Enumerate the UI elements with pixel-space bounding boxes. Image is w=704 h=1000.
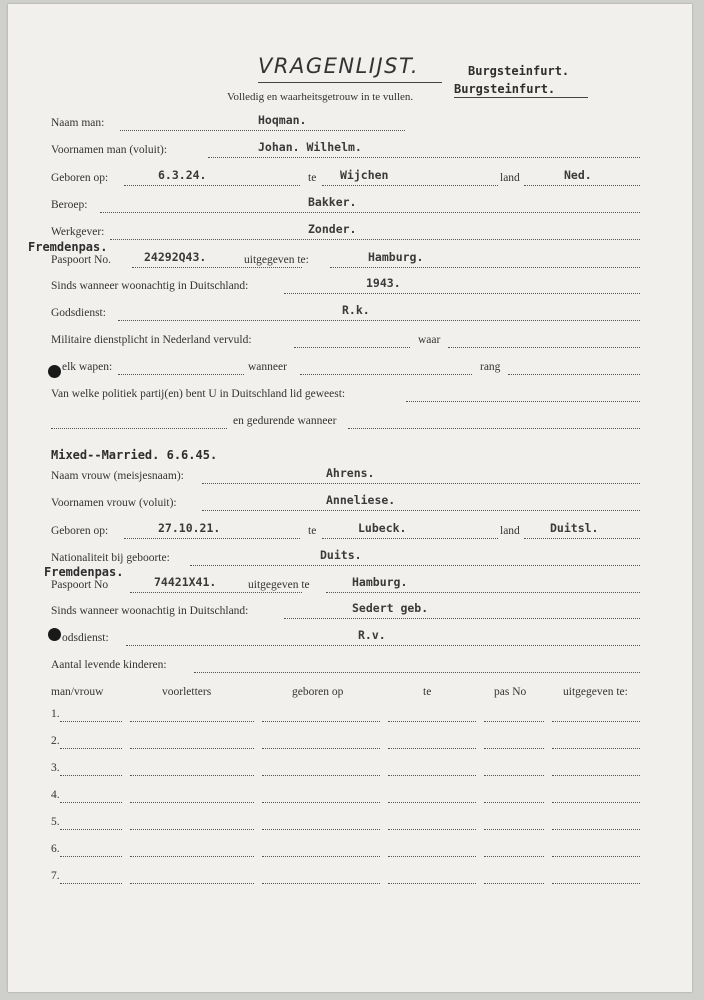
kind-row-number: 7. (51, 870, 60, 882)
kinderen-label: Aantal levende kinderen: (51, 659, 167, 671)
col-head-pas-no: pas No (494, 686, 527, 698)
naam-man-line (120, 130, 405, 131)
beroep-value: Bakker. (308, 195, 357, 209)
naam-man-label: Naam man: (51, 117, 105, 129)
rang-line (508, 374, 640, 375)
sinds-man-value: 1943. (366, 276, 401, 290)
werkgever-label: Werkgever: (51, 226, 105, 238)
land-man-label: land (500, 172, 520, 184)
col-head-uitgegeven-te: uitgegeven te: (563, 686, 628, 698)
godsdienst-vrouw-label: odsdienst: (62, 632, 109, 644)
kind-row-line (388, 802, 476, 803)
godsdienst-man-label: Godsdienst: (51, 307, 106, 319)
uitgegeven-vrouw-line (326, 592, 640, 593)
kind-row-line (484, 829, 544, 830)
kind-row-line (130, 856, 254, 857)
sinds-vrouw-line (284, 618, 640, 619)
godsdienst-man-line (118, 320, 640, 321)
sinds-vrouw-value: Sedert geb. (352, 601, 429, 615)
marriage-stamp: Mixed--Married. 6.6.45. (51, 448, 218, 462)
kind-row-line (60, 829, 122, 830)
nationaliteit-line (190, 565, 640, 566)
te-man-line (322, 185, 498, 186)
partij-line (406, 401, 640, 402)
kind-row-line (60, 856, 122, 857)
gedurende-line (348, 428, 640, 429)
kind-row-line (552, 802, 640, 803)
fremdenpas-stamp-vrouw: Fremdenpas. (44, 565, 124, 579)
uitgegeven-vrouw-label: uitgegeven te (248, 579, 310, 591)
geboren-vrouw-line (124, 538, 300, 539)
kind-row-number: 4. (51, 789, 60, 801)
te-vrouw-line (322, 538, 498, 539)
sinds-man-label: Sinds wanneer woonachtig in Duitschland: (51, 280, 249, 292)
kind-row-line (262, 802, 380, 803)
godsdienst-vrouw-value: R.v. (358, 628, 386, 642)
geboren-vrouw-label: Geboren op: (51, 525, 109, 537)
kinderen-line (194, 672, 640, 673)
punch-hole-bottom (48, 628, 61, 641)
land-vrouw-line (524, 538, 640, 539)
kind-row-line (388, 721, 476, 722)
form-sheet (8, 4, 692, 992)
gedurende-label: en gedurende wanneer (233, 415, 337, 427)
voornamen-vrouw-line (202, 510, 640, 511)
waar-label: waar (418, 334, 441, 346)
waar-line (448, 347, 640, 348)
kind-row-line (130, 829, 254, 830)
kind-row-line (60, 802, 122, 803)
stamp-location-1: Burgsteinfurt. (468, 64, 570, 78)
kind-row-line (130, 883, 254, 884)
te-man-value: Wijchen (340, 168, 389, 182)
kind-row-line (60, 775, 122, 776)
kind-row-line (484, 883, 544, 884)
partij-line-2 (51, 428, 227, 429)
rang-label: rang (480, 361, 501, 373)
voornamen-vrouw-label: Voornamen vrouw (voluit): (51, 497, 177, 509)
stamp-location-2: Burgsteinfurt. (454, 82, 556, 96)
kind-row-number: 1. (51, 708, 60, 720)
godsdienst-man-value: R.k. (342, 303, 370, 317)
kind-row-line (262, 829, 380, 830)
uitgegeven-vrouw-value: Hamburg. (352, 575, 408, 589)
sinds-man-line (284, 293, 640, 294)
kind-row-number: 3. (51, 762, 60, 774)
kind-row-line (388, 883, 476, 884)
nationaliteit-label: Nationaliteit bij geboorte: (51, 552, 170, 564)
col-head-geboren-op: geboren op (292, 686, 344, 698)
te-vrouw-label: te (308, 525, 317, 537)
geboren-man-line (124, 185, 300, 186)
col-head-te: te (423, 686, 432, 698)
te-vrouw-value: Lubeck. (358, 521, 407, 535)
land-man-value: Ned. (564, 168, 592, 182)
voornamen-man-value: Johan. Wilhelm. (258, 140, 362, 154)
naam-vrouw-label: Naam vrouw (meisjesnaam): (51, 470, 184, 482)
paspoort-man-value: 24292Q43. (144, 250, 207, 264)
werkgever-line (110, 239, 640, 240)
land-vrouw-value: Duitsl. (550, 521, 599, 535)
punch-hole-top (48, 365, 61, 378)
wanneer-line (300, 374, 472, 375)
kind-row-number: 2. (51, 735, 60, 747)
militaire-line (294, 347, 410, 348)
kind-row-line (552, 775, 640, 776)
wanneer-label: wanneer (248, 361, 287, 373)
geboren-vrouw-value: 27.10.21. (158, 521, 221, 535)
kind-row-line (262, 748, 380, 749)
kind-row-line (130, 802, 254, 803)
paspoort-man-line (132, 267, 302, 268)
kind-row-line (552, 829, 640, 830)
naam-vrouw-line (202, 483, 640, 484)
kind-row-line (262, 856, 380, 857)
paspoort-vrouw-line (130, 592, 302, 593)
kind-row-line (484, 748, 544, 749)
stamp-underline (454, 97, 588, 98)
kind-row-line (262, 883, 380, 884)
geboren-man-label: Geboren op: (51, 172, 109, 184)
wapen-label: elk wapen: (62, 361, 113, 373)
uitgegeven-man-value: Hamburg. (368, 250, 424, 264)
beroep-line (100, 212, 640, 213)
kind-row-line (262, 775, 380, 776)
col-head-man-vrouw: man/vrouw (51, 686, 104, 698)
land-vrouw-label: land (500, 525, 520, 537)
kind-row-line (552, 856, 640, 857)
sinds-vrouw-label: Sinds wanneer woonachtig in Duitschland: (51, 605, 249, 617)
kind-row-line (484, 856, 544, 857)
kind-row-line (484, 721, 544, 722)
beroep-label: Beroep: (51, 199, 88, 211)
uitgegeven-man-label: uitgegeven te: (244, 254, 309, 266)
title-underline (258, 82, 442, 83)
kind-row-line (552, 721, 640, 722)
partij-label: Van welke politiek partij(en) bent U in Duitschland lid geweest: (51, 388, 346, 400)
militaire-label: Militaire dienstplicht in Nederland vervuld: (51, 334, 252, 346)
kind-row-line (60, 721, 122, 722)
form-subtitle: Volledig en waarheitsgetrouw in te vullen. (227, 91, 414, 103)
kind-row-line (484, 802, 544, 803)
uitgegeven-man-line (330, 267, 640, 268)
wapen-line (118, 374, 244, 375)
paspoort-vrouw-label: Paspoort No (51, 579, 109, 591)
kind-row-line (388, 856, 476, 857)
naam-vrouw-value: Ahrens. (326, 466, 375, 480)
land-man-line (524, 185, 640, 186)
te-man-label: te (308, 172, 317, 184)
paspoort-vrouw-value: 74421X41. (154, 575, 217, 589)
naam-man-value: Hoqman. (258, 113, 307, 127)
kind-row-line (552, 883, 640, 884)
kind-row-line (60, 748, 122, 749)
kind-row-line (484, 775, 544, 776)
kind-row-line (60, 883, 122, 884)
kind-row-number: 6. (51, 843, 60, 855)
fremdenpas-stamp-man: Fremdenpas. (28, 240, 108, 254)
voornamen-man-label: Voornamen man (voluit): (51, 144, 168, 156)
godsdienst-vrouw-line (126, 645, 640, 646)
voornamen-man-line (208, 157, 640, 158)
kind-row-line (388, 775, 476, 776)
kind-row-number: 5. (51, 816, 60, 828)
kind-row-line (388, 748, 476, 749)
paspoort-man-label: Paspoort No. (51, 254, 112, 266)
kind-row-line (262, 721, 380, 722)
geboren-man-value: 6.3.24. (158, 168, 207, 182)
kind-row-line (130, 748, 254, 749)
nationaliteit-value: Duits. (320, 548, 362, 562)
form-title: VRAGENLIJST. (258, 54, 420, 78)
kind-row-line (130, 721, 254, 722)
werkgever-value: Zonder. (308, 222, 357, 236)
voornamen-vrouw-value: Anneliese. (326, 493, 396, 507)
col-head-voorletters: voorletters (162, 686, 212, 698)
kind-row-line (130, 775, 254, 776)
kind-row-line (552, 748, 640, 749)
kind-row-line (388, 829, 476, 830)
